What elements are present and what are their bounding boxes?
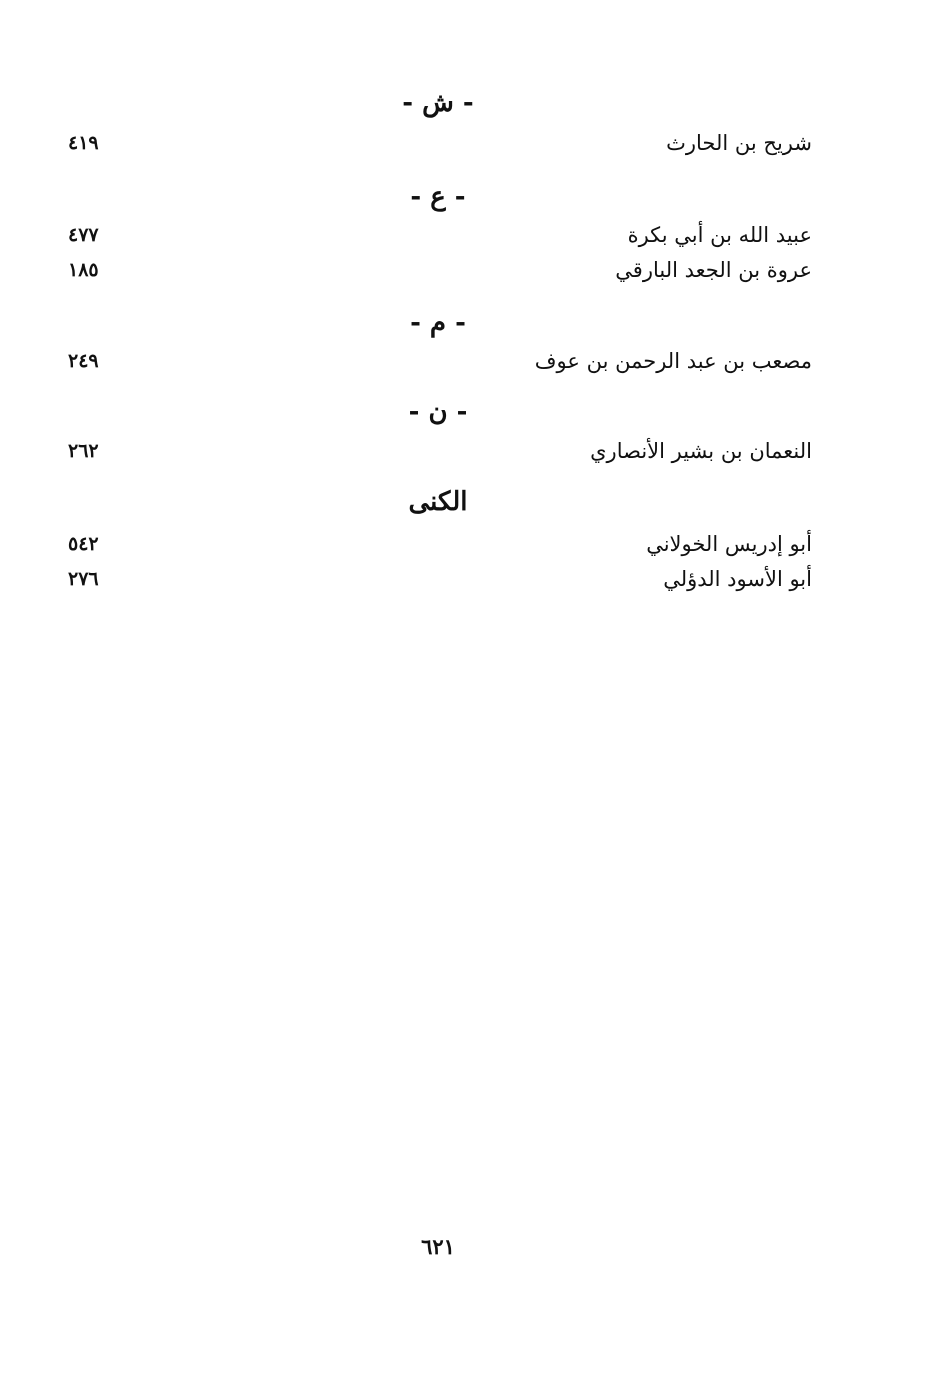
index-entry: [60, 563, 812, 595]
entry-page-ref: ٢٤٩: [68, 350, 99, 372]
section-heading-ayn: - ع -: [410, 182, 466, 212]
entry-name: مصعب بن عبد الرحمن بن عوف: [534, 349, 812, 373]
entry-page-ref: ٢٧٦: [68, 568, 99, 590]
index-entry: [60, 127, 812, 159]
entry-name: عروة بن الجعد البارقي: [615, 258, 812, 282]
index-entry: [60, 435, 812, 467]
entry-name: أبو إدريس الخولاني: [646, 532, 812, 556]
section-heading-nun: - ن -: [408, 397, 468, 427]
entry-name: أبو الأسود الدؤلي: [663, 567, 812, 591]
page-number: ٦٢١: [421, 1234, 455, 1259]
index-entry: [60, 345, 812, 377]
entry-page-ref: ٥٤٢: [68, 533, 99, 555]
index-entry: [60, 254, 812, 286]
entry-name: النعمان بن بشير الأنصاري: [590, 439, 812, 463]
index-entry: [60, 528, 812, 560]
entry-page-ref: ١٨٥: [68, 259, 99, 281]
entry-page-ref: ٤٧٧: [68, 224, 99, 246]
entry-name: شريح بن الحارث: [666, 131, 812, 155]
index-entry: [60, 219, 812, 251]
section-heading-kunya: الكنى: [408, 487, 468, 517]
entry-page-ref: ٤١٩: [68, 132, 99, 154]
section-heading-mim: - م -: [410, 308, 466, 338]
entry-page-ref: ٢٦٢: [68, 440, 99, 462]
entry-name: عبيد الله بن أبي بكرة: [627, 223, 812, 247]
section-heading-shin: - ش -: [402, 88, 474, 118]
